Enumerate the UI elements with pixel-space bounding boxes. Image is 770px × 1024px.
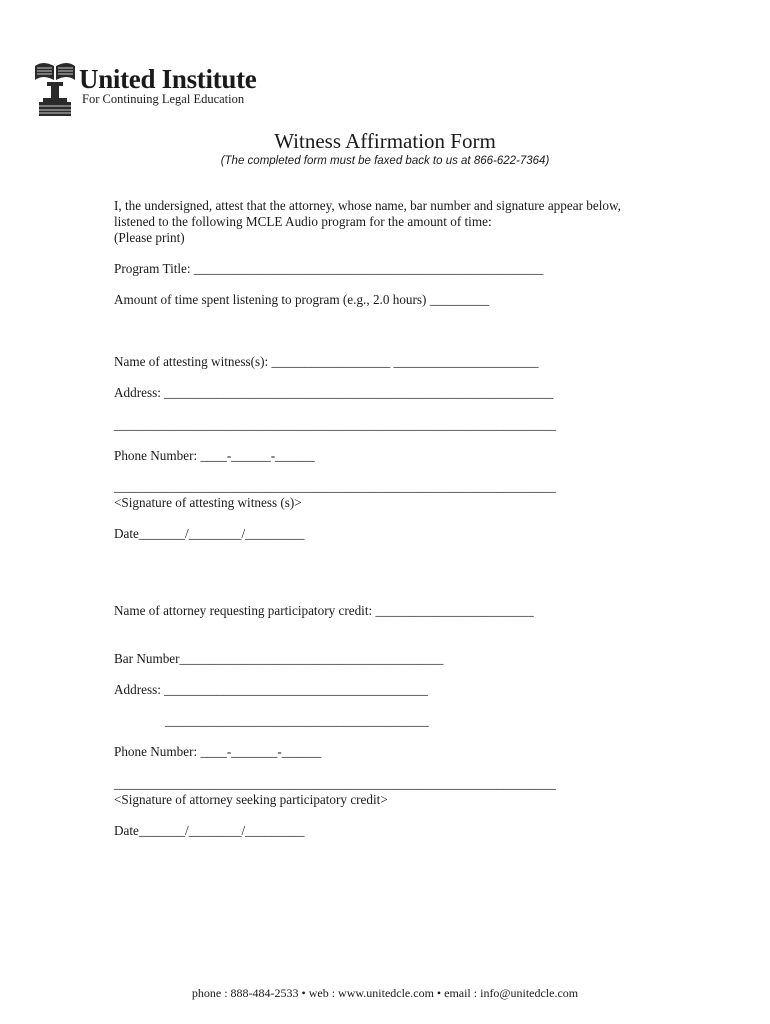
form-subtitle: (The completed form must be faxed back to us at 866-622-7364) — [220, 155, 550, 167]
attorney-address-line2-field[interactable]: ________________________________________ — [165, 713, 429, 728]
time-spent-field[interactable]: Amount of time spent listening to program (e.g., 2.0 hours) _________ — [114, 292, 490, 307]
org-subtitle: For Continuing Legal Education — [82, 92, 245, 106]
attorney-address-field[interactable]: Address: ________________________________________ — [114, 682, 428, 697]
program-title-field[interactable]: Program Title: _____________________________________________________ — [114, 261, 544, 276]
intro-line-1: I, the undersigned, attest that the attorney, whose name, bar number and signature appear below, — [114, 198, 621, 213]
intro-line-2: listened to the following MCLE Audio program for the amount of time: — [114, 214, 492, 229]
bar-number-field[interactable]: Bar Number________________________________________ — [114, 651, 444, 666]
witness-date-field[interactable]: Date_______/________/_________ — [114, 526, 305, 541]
witness-address-line2-field[interactable]: ___________________________________________________________________ — [114, 417, 556, 432]
attorney-signature-line[interactable]: ___________________________________________________________________ — [114, 776, 556, 791]
form-title: Witness Affirmation Form — [274, 129, 496, 153]
org-name: United Institute — [79, 64, 257, 94]
attorney-name-field[interactable]: Name of attorney requesting participatory credit: ________________________ — [114, 603, 534, 618]
attorney-date-field[interactable]: Date_______/________/_________ — [114, 823, 305, 838]
footer-contact: phone : 888-484-2533 • web : www.unitedcle.com • email : info@unitedcle.com — [191, 986, 579, 1000]
witness-address-field[interactable]: Address: ___________________________________________________________ — [114, 385, 554, 400]
book-lectern-icon — [33, 58, 77, 118]
witness-name-field[interactable]: Name of attesting witness(s): __________________ ______________________ — [114, 354, 539, 369]
witness-phone-field[interactable]: Phone Number: ____-______-______ — [114, 448, 315, 463]
attorney-phone-field[interactable]: Phone Number: ____-_______-______ — [114, 744, 322, 759]
intro-paragraph — [114, 198, 621, 246]
intro-line-3: (Please print) — [114, 230, 185, 245]
witness-signature-line[interactable]: ___________________________________________________________________ — [114, 479, 556, 494]
attorney-signature-label: <Signature of attorney seeking participatory credit> — [114, 792, 388, 807]
witness-signature-label: <Signature of attesting witness (s)> — [114, 495, 302, 510]
